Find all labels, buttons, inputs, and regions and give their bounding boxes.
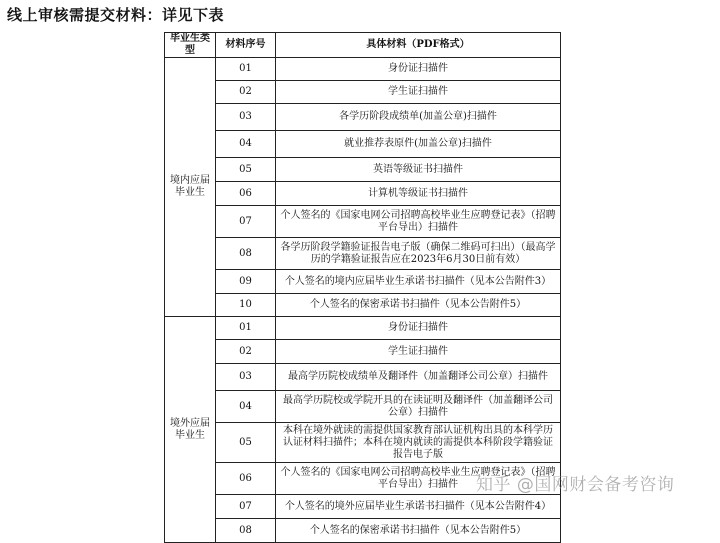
material-number: 10 <box>216 294 276 317</box>
material-number: 04 <box>216 131 276 158</box>
material-number: 03 <box>216 364 276 391</box>
material-detail: 个人签名的境内应届毕业生承诺书扫描件（见本公告附件3） <box>276 270 561 294</box>
material-number: 09 <box>216 270 276 294</box>
material-number: 02 <box>216 81 276 104</box>
table-row <box>165 131 561 158</box>
table-row <box>165 364 561 391</box>
material-detail: 就业推荐表原件(加盖公章)扫描件 <box>276 131 561 158</box>
table-header-row <box>165 33 561 58</box>
material-detail: 个人签名的保密承诺书扫描件（见本公告附件5） <box>276 519 561 543</box>
table-row <box>165 182 561 206</box>
graduate-type-domestic: 境内应届毕业生 <box>165 58 216 317</box>
material-detail: 个人签名的《国家电网公司招聘高校毕业生应聘登记表》（招聘平台导出）扫描件 <box>276 463 561 495</box>
table-row <box>165 495 561 519</box>
material-detail: 学生证扫描件 <box>276 340 561 364</box>
material-detail: 个人签名的《国家电网公司招聘高校毕业生应聘登记表》（招聘平台导出）扫描件 <box>276 206 561 238</box>
header-graduate-type: 毕业生类型 <box>165 33 216 58</box>
graduate-type-overseas: 境外应届毕业生 <box>165 317 216 543</box>
material-detail: 本科在境外就读的需提供国家教育部认证机构出具的本科学历认证材料扫描件；本科在境内就读的需提供本科阶段学籍验证报告电子版 <box>276 423 561 463</box>
material-number: 05 <box>216 423 276 463</box>
table-row <box>165 238 561 270</box>
header-material-number: 材料序号 <box>216 33 276 58</box>
material-detail: 个人签名的保密承诺书扫描件（见本公告附件5） <box>276 294 561 317</box>
material-number: 08 <box>216 519 276 543</box>
material-number: 03 <box>216 104 276 131</box>
material-number: 07 <box>216 206 276 238</box>
material-number: 02 <box>216 340 276 364</box>
material-number: 05 <box>216 158 276 182</box>
material-number: 04 <box>216 391 276 423</box>
table-row <box>165 206 561 238</box>
table-row <box>165 270 561 294</box>
material-detail: 各学历阶段学籍验证报告电子版（确保二维码可扫出）（最高学历的学籍验证报告应在2023年6月30日前有效） <box>276 238 561 270</box>
material-number: 06 <box>216 463 276 495</box>
header-material-detail: 具体材料（PDF格式） <box>276 33 561 58</box>
table-row <box>165 81 561 104</box>
material-detail: 计算机等级证书扫描件 <box>276 182 561 206</box>
table-row <box>165 391 561 423</box>
material-detail: 英语等级证书扫描件 <box>276 158 561 182</box>
source-watermark: 知乎 @国网财会备考咨询 <box>476 475 675 495</box>
material-detail: 身份证扫描件 <box>276 317 561 340</box>
table-row <box>165 158 561 182</box>
table-row <box>165 340 561 364</box>
material-number: 08 <box>216 238 276 270</box>
material-number: 07 <box>216 495 276 519</box>
table-row <box>165 317 561 340</box>
material-detail: 最高学历院校或学院开具的在读证明及翻译件（加盖翻译公司公章）扫描件 <box>276 391 561 423</box>
material-detail: 学生证扫描件 <box>276 81 561 104</box>
materials-table <box>164 32 561 543</box>
material-number: 06 <box>216 182 276 206</box>
material-detail: 最高学历院校成绩单及翻译件（加盖翻译公司公章）扫描件 <box>276 364 561 391</box>
material-detail: 个人签名的境外应届毕业生承诺书扫描件（见本公告附件4） <box>276 495 561 519</box>
material-number: 01 <box>216 58 276 81</box>
table-row <box>165 423 561 463</box>
table-row <box>165 104 561 131</box>
material-detail: 各学历阶段成绩单(加盖公章)扫描件 <box>276 104 561 131</box>
table-row <box>165 519 561 543</box>
page-heading: 线上审核需提交材料：详见下表 <box>7 6 225 24</box>
material-detail: 身份证扫描件 <box>276 58 561 81</box>
table-row <box>165 58 561 81</box>
table-row <box>165 294 561 317</box>
material-number: 01 <box>216 317 276 340</box>
